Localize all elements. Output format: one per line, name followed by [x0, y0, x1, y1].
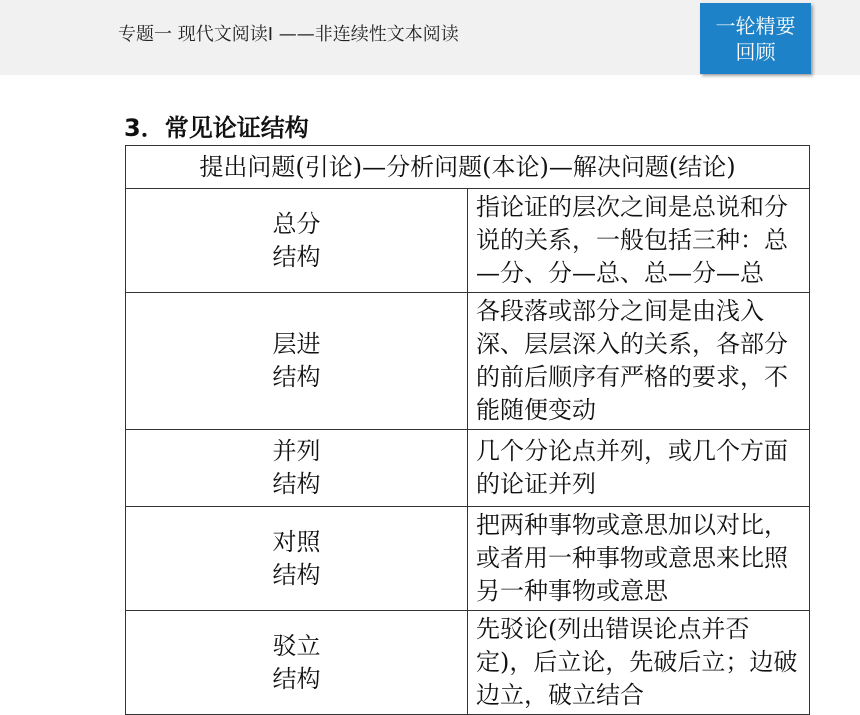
structure-name-line: 结构 — [272, 242, 321, 271]
table-row — [126, 430, 810, 507]
structure-name — [126, 507, 468, 611]
structure-name — [126, 430, 468, 507]
structure-name-line: 结构 — [272, 560, 321, 589]
structure-name-line: 层进 — [272, 330, 321, 358]
table-row — [126, 293, 810, 430]
structure-name-line: 结构 — [272, 470, 321, 498]
table-row — [126, 189, 810, 293]
structure-name-line: 结构 — [272, 363, 321, 391]
structure-description: 几个分论点并列，或几个方面的论证并列 — [468, 430, 810, 507]
structure-name-line: 结构 — [272, 664, 321, 693]
review-button-label-line-2: 回顾 — [735, 39, 776, 64]
structure-name — [126, 189, 468, 293]
review-button[interactable] — [700, 3, 811, 74]
structure-name-line: 驳立 — [272, 631, 321, 660]
structure-name-line: 总分 — [272, 209, 321, 238]
argument-structure-table — [125, 145, 810, 715]
table-header-row — [126, 146, 810, 189]
table-row — [126, 611, 810, 715]
table-row — [126, 507, 810, 611]
structure-name-line: 对照 — [272, 527, 321, 556]
structure-name-line: 并列 — [272, 437, 321, 465]
structure-name — [126, 293, 468, 430]
table-header-cell: 提出问题(引论)—分析问题(本论)—解决问题(结论) — [126, 146, 810, 189]
breadcrumb: 专题一 现代文阅读Ⅰ ——非连续性文本阅读 — [118, 24, 459, 45]
structure-description: 指论证的层次之间是总说和分说的关系，一般包括三种：总—分、分—总、总—分—总 — [468, 189, 810, 293]
structure-name — [126, 611, 468, 715]
structure-description: 把两种事物或意思加以对比，或者用一种事物或意思来比照另一种事物或意思 — [468, 507, 810, 611]
structure-description: 先驳论(列出错误论点并否定)，后立论，先破后立；边破边立，破立结合 — [468, 611, 810, 715]
structure-description: 各段落或部分之间是由浅入深、层层深入的关系，各部分的前后顺序有严格的要求，不能随便变动 — [468, 293, 810, 430]
review-button-label-line-1: 一轮精要 — [715, 13, 796, 38]
section-title: 3．常见论证结构 — [124, 114, 309, 142]
